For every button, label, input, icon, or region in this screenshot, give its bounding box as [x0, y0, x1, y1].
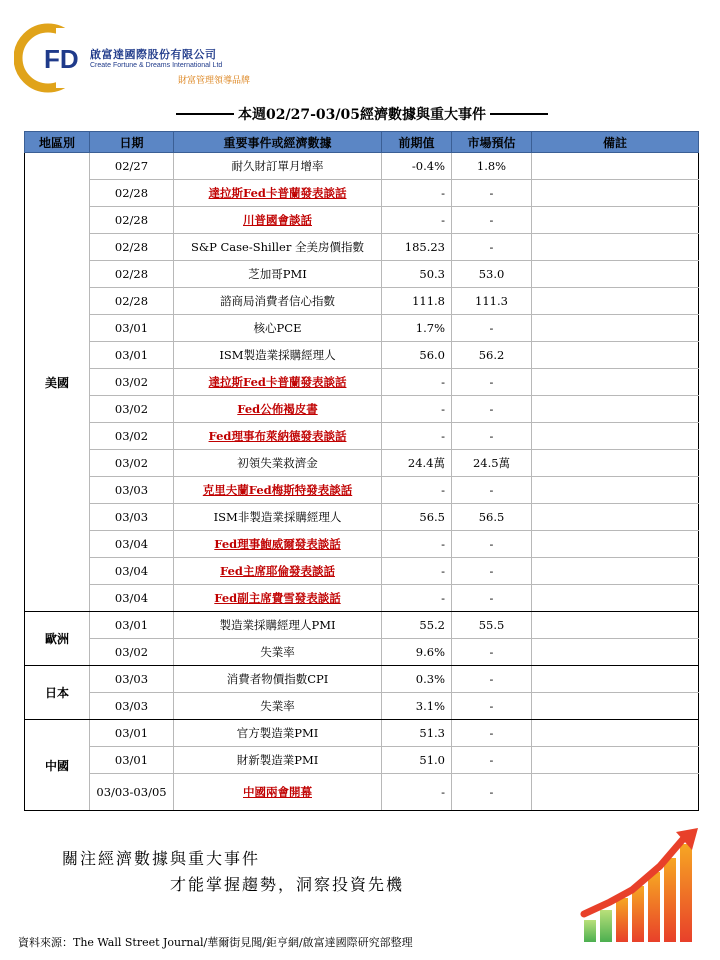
- forecast-cell: 1.8%: [452, 153, 532, 180]
- remarks-cell: [532, 180, 699, 207]
- table-body: [25, 153, 699, 811]
- forecast-cell: -: [452, 558, 532, 585]
- previous-value-cell: 56.0: [382, 342, 452, 369]
- table-row: [25, 261, 699, 288]
- title-right-rule: [490, 113, 548, 115]
- event-cell: Fed公佈褐皮書: [174, 396, 382, 423]
- forecast-cell: -: [452, 180, 532, 207]
- date-cell: 02/28: [90, 261, 174, 288]
- date-cell: 03/01: [90, 612, 174, 639]
- previous-value-cell: -: [382, 207, 452, 234]
- title-left-rule: [176, 113, 234, 115]
- date-cell: 03/04: [90, 558, 174, 585]
- table-row: [25, 153, 699, 180]
- event-cell: 川普國會談話: [174, 207, 382, 234]
- forecast-cell: -: [452, 639, 532, 666]
- table-row: [25, 666, 699, 693]
- cfd-logo-icon: [14, 18, 86, 96]
- remarks-cell: [532, 261, 699, 288]
- table-row: [25, 369, 699, 396]
- previous-value-cell: -: [382, 585, 452, 612]
- table-row: [25, 558, 699, 585]
- company-logo: [14, 18, 254, 96]
- event-cell: 官方製造業PMI: [174, 720, 382, 747]
- previous-value-cell: 51.0: [382, 747, 452, 774]
- previous-value-cell: -: [382, 423, 452, 450]
- region-cell: 中國: [25, 720, 90, 811]
- date-cell: 03/01: [90, 342, 174, 369]
- previous-value-cell: -: [382, 396, 452, 423]
- table-row: [25, 504, 699, 531]
- remarks-cell: [532, 639, 699, 666]
- event-cell: Fed副主席費雪發表談話: [174, 585, 382, 612]
- previous-value-cell: 0.3%: [382, 666, 452, 693]
- previous-value-cell: 24.4萬: [382, 450, 452, 477]
- event-cell: 失業率: [174, 639, 382, 666]
- table-row: [25, 315, 699, 342]
- event-cell: 中國兩會開幕: [174, 774, 382, 811]
- table-row: [25, 477, 699, 504]
- header-event: 重要事件或經濟數據: [174, 132, 382, 153]
- table-row: [25, 639, 699, 666]
- slogan-line-1: 關注經濟數據與重大事件: [62, 849, 261, 868]
- forecast-cell: 24.5萬: [452, 450, 532, 477]
- forecast-cell: 56.5: [452, 504, 532, 531]
- table-row: [25, 612, 699, 639]
- event-cell: 芝加哥PMI: [174, 261, 382, 288]
- table-row: [25, 747, 699, 774]
- date-cell: 03/03: [90, 477, 174, 504]
- header-previous: 前期值: [382, 132, 452, 153]
- previous-value-cell: -: [382, 558, 452, 585]
- remarks-cell: [532, 558, 699, 585]
- table-row: [25, 288, 699, 315]
- table-row: [25, 720, 699, 747]
- date-cell: 03/02: [90, 450, 174, 477]
- region-cell: 日本: [25, 666, 90, 720]
- remarks-cell: [532, 504, 699, 531]
- date-cell: 02/28: [90, 180, 174, 207]
- remarks-cell: [532, 396, 699, 423]
- forecast-cell: -: [452, 666, 532, 693]
- remarks-cell: [532, 153, 699, 180]
- table-header-row: [25, 132, 699, 153]
- remarks-cell: [532, 288, 699, 315]
- remarks-cell: [532, 693, 699, 720]
- previous-value-cell: 111.8: [382, 288, 452, 315]
- table-row: [25, 180, 699, 207]
- previous-value-cell: 55.2: [382, 612, 452, 639]
- event-cell: Fed主席耶倫發表談話: [174, 558, 382, 585]
- forecast-cell: -: [452, 315, 532, 342]
- page-title: 本週02/27-03/05經濟數據與重大事件: [238, 107, 486, 123]
- date-cell: 02/28: [90, 288, 174, 315]
- event-cell: 消費者物價指數CPI: [174, 666, 382, 693]
- forecast-cell: -: [452, 369, 532, 396]
- remarks-cell: [532, 423, 699, 450]
- event-cell: 製造業採購經理人PMI: [174, 612, 382, 639]
- forecast-cell: -: [452, 531, 532, 558]
- forecast-cell: -: [452, 477, 532, 504]
- table-row: [25, 585, 699, 612]
- table-row: [25, 396, 699, 423]
- remarks-cell: [532, 450, 699, 477]
- table-row: [25, 693, 699, 720]
- date-cell: 03/01: [90, 720, 174, 747]
- previous-value-cell: 50.3: [382, 261, 452, 288]
- date-cell: 03/01: [90, 747, 174, 774]
- remarks-cell: [532, 585, 699, 612]
- event-cell: 耐久財訂單月增率: [174, 153, 382, 180]
- remarks-cell: [532, 369, 699, 396]
- previous-value-cell: 9.6%: [382, 639, 452, 666]
- event-cell: 克里夫蘭Fed梅斯特發表談話: [174, 477, 382, 504]
- previous-value-cell: -: [382, 531, 452, 558]
- event-cell: 達拉斯Fed卡普蘭發表談話: [174, 369, 382, 396]
- date-cell: 03/01: [90, 315, 174, 342]
- date-cell: 03/02: [90, 423, 174, 450]
- date-cell: 02/28: [90, 207, 174, 234]
- forecast-cell: -: [452, 693, 532, 720]
- event-cell: Fed理事布萊納德發表談話: [174, 423, 382, 450]
- event-cell: 初領失業救濟金: [174, 450, 382, 477]
- previous-value-cell: -: [382, 477, 452, 504]
- remarks-cell: [532, 207, 699, 234]
- previous-value-cell: 185.23: [382, 234, 452, 261]
- remarks-cell: [532, 531, 699, 558]
- logo-mark: FD: [44, 44, 79, 74]
- table-row: [25, 774, 699, 811]
- table-row: [25, 450, 699, 477]
- date-cell: 03/02: [90, 396, 174, 423]
- event-cell: 失業率: [174, 693, 382, 720]
- economic-calendar-table: [24, 131, 699, 811]
- company-tagline: 財富管理領導品牌: [178, 76, 251, 86]
- table-row: [25, 234, 699, 261]
- forecast-cell: -: [452, 396, 532, 423]
- date-cell: 03/02: [90, 369, 174, 396]
- event-cell: 財新製造業PMI: [174, 747, 382, 774]
- previous-value-cell: -: [382, 369, 452, 396]
- region-cell: 美國: [25, 153, 90, 612]
- date-cell: 03/03-03/05: [90, 774, 174, 811]
- previous-value-cell: 51.3: [382, 720, 452, 747]
- title-bar: [172, 104, 552, 124]
- event-cell: 核心PCE: [174, 315, 382, 342]
- date-cell: 03/03: [90, 693, 174, 720]
- remarks-cell: [532, 612, 699, 639]
- company-name-cn: 啟富達國際股份有限公司: [90, 48, 217, 61]
- event-cell: ISM製造業採購經理人: [174, 342, 382, 369]
- header-forecast: 市場預估: [452, 132, 532, 153]
- remarks-cell: [532, 666, 699, 693]
- table-row: [25, 531, 699, 558]
- rising-bar-chart-icon: [580, 824, 704, 948]
- forecast-cell: -: [452, 720, 532, 747]
- company-name-en: Create Fortune & Dreams International Ltd: [90, 62, 223, 69]
- remarks-cell: [532, 342, 699, 369]
- table-row: [25, 342, 699, 369]
- forecast-cell: -: [452, 585, 532, 612]
- previous-value-cell: -: [382, 180, 452, 207]
- region-cell: 歐洲: [25, 612, 90, 666]
- forecast-cell: -: [452, 774, 532, 811]
- previous-value-cell: 3.1%: [382, 693, 452, 720]
- previous-value-cell: 56.5: [382, 504, 452, 531]
- event-cell: S&P Case-Shiller 全美房價指數: [174, 234, 382, 261]
- date-cell: 03/04: [90, 585, 174, 612]
- forecast-cell: -: [452, 234, 532, 261]
- event-cell: Fed理事鮑威爾發表談話: [174, 531, 382, 558]
- forecast-cell: 111.3: [452, 288, 532, 315]
- forecast-cell: -: [452, 747, 532, 774]
- table-row: [25, 423, 699, 450]
- header-date: 日期: [90, 132, 174, 153]
- date-cell: 03/03: [90, 666, 174, 693]
- header-remarks: 備註: [532, 132, 699, 153]
- data-source-note: 資料來源：The Wall Street Journal/華爾街見聞/鉅亨網/啟富達國際研究部整理: [18, 936, 413, 949]
- remarks-cell: [532, 747, 699, 774]
- table-row: [25, 207, 699, 234]
- previous-value-cell: 1.7%: [382, 315, 452, 342]
- forecast-cell: 53.0: [452, 261, 532, 288]
- date-cell: 02/28: [90, 234, 174, 261]
- slogan-line-2: 才能掌握趨勢，洞察投資先機: [170, 875, 405, 894]
- forecast-cell: -: [452, 207, 532, 234]
- date-cell: 03/02: [90, 639, 174, 666]
- date-cell: 03/04: [90, 531, 174, 558]
- remarks-cell: [532, 234, 699, 261]
- date-cell: 02/27: [90, 153, 174, 180]
- remarks-cell: [532, 774, 699, 811]
- event-cell: 諮商局消費者信心指數: [174, 288, 382, 315]
- previous-value-cell: -0.4%: [382, 153, 452, 180]
- date-cell: 03/03: [90, 504, 174, 531]
- forecast-cell: -: [452, 423, 532, 450]
- remarks-cell: [532, 315, 699, 342]
- header-region: 地區別: [25, 132, 90, 153]
- event-cell: 達拉斯Fed卡普蘭發表談話: [174, 180, 382, 207]
- forecast-cell: 55.5: [452, 612, 532, 639]
- remarks-cell: [532, 720, 699, 747]
- previous-value-cell: -: [382, 774, 452, 811]
- event-cell: ISM非製造業採購經理人: [174, 504, 382, 531]
- remarks-cell: [532, 477, 699, 504]
- forecast-cell: 56.2: [452, 342, 532, 369]
